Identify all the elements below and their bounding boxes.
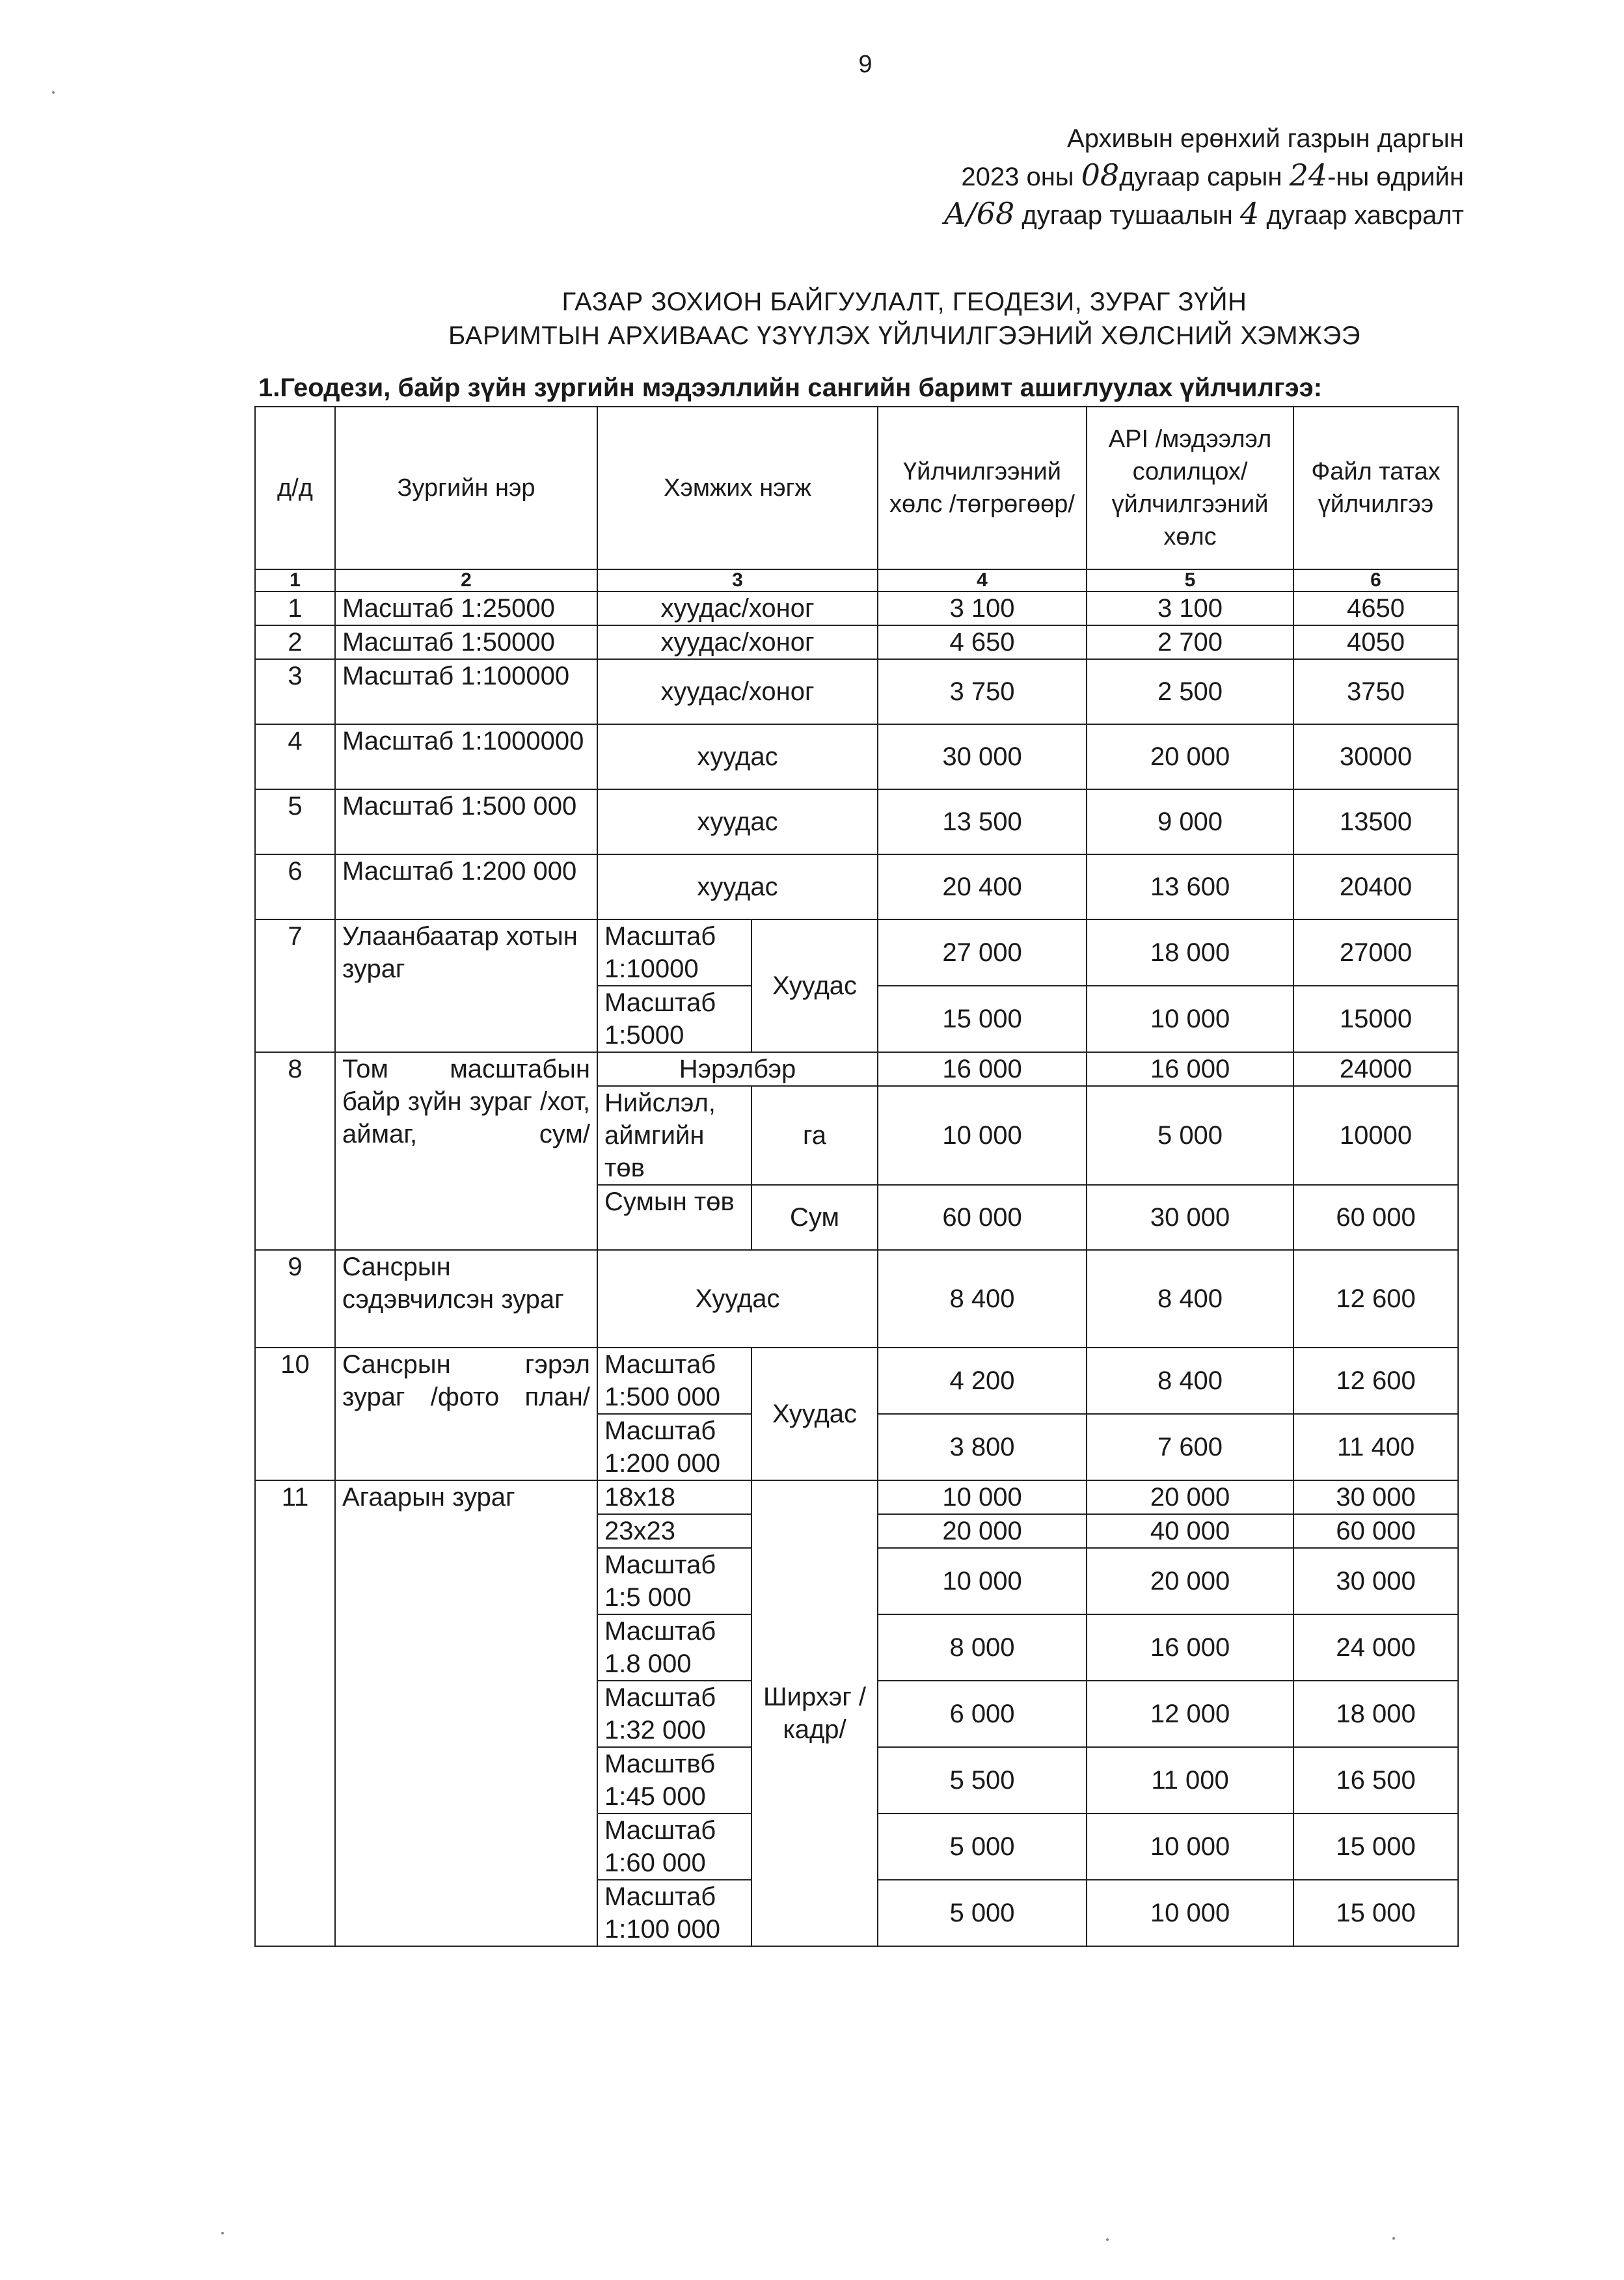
- map-name: Том масштабын байр зүйн зураг /хот, аймаг, сум/: [335, 1052, 597, 1250]
- api-cell: 18 000: [1087, 919, 1293, 986]
- annex-order-handwritten: А/68: [943, 196, 1015, 231]
- scan-speck: [1392, 2237, 1395, 2240]
- table-row: [255, 659, 1458, 724]
- unit-cell: Хуудас: [751, 1348, 878, 1480]
- api-cell: 7 600: [1087, 1414, 1293, 1480]
- table-row: [255, 1348, 1458, 1414]
- row-num: 9: [255, 1250, 335, 1348]
- file-cell: 30 000: [1293, 1480, 1458, 1514]
- fee-cell: 8 000: [878, 1614, 1087, 1681]
- file-cell: 30 000: [1293, 1548, 1458, 1614]
- fee-cell: 13 500: [878, 789, 1087, 854]
- file-cell: 60 000: [1293, 1514, 1458, 1548]
- scale-cell: Сумын төв: [597, 1185, 751, 1250]
- annex-month-word: дугаар сарын: [1119, 163, 1282, 191]
- fee-cell: 6 000: [878, 1681, 1087, 1747]
- map-name: Сансрын гэрэл зураг /фото план/: [335, 1348, 597, 1480]
- api-cell: 20 000: [1087, 1548, 1293, 1614]
- fee-cell: 3 800: [878, 1414, 1087, 1480]
- api-cell: 10 000: [1087, 986, 1293, 1052]
- file-cell: 24000: [1293, 1052, 1458, 1086]
- file-cell: 15000: [1293, 986, 1458, 1052]
- annex-order-word: дугаар тушаалын: [1022, 201, 1233, 230]
- file-cell: 27000: [1293, 919, 1458, 986]
- table-row: [255, 625, 1458, 659]
- api-cell: 8 400: [1087, 1250, 1293, 1348]
- scale-cell: Масштаб 1:60 000: [597, 1813, 751, 1880]
- scale-cell: 18х18: [597, 1480, 751, 1514]
- annex-month-handwritten: 08: [1081, 157, 1120, 193]
- annex-line-3: [943, 195, 1464, 234]
- unit-cell: хуудас/хоног: [597, 591, 878, 625]
- map-name: Масштаб 1:200 000: [335, 854, 597, 919]
- file-cell: 13500: [1293, 789, 1458, 854]
- api-cell: 16 000: [1087, 1614, 1293, 1681]
- row-num: 8: [255, 1052, 335, 1250]
- unit-cell: Сум: [751, 1185, 878, 1250]
- fee-cell: 10 000: [878, 1480, 1087, 1514]
- annex-year: 2023 оны: [961, 163, 1074, 191]
- table-row: [255, 724, 1458, 789]
- unit-cell: Ширхэг /кадр/: [751, 1480, 878, 1946]
- fee-cell: 5 000: [878, 1813, 1087, 1880]
- table-row: [255, 1480, 1458, 1514]
- row-num: 1: [255, 591, 335, 625]
- scale-cell: Масштаб 1:5 000: [597, 1548, 751, 1614]
- scale-cell: Масштаб 1:500 000: [597, 1348, 751, 1414]
- scale-cell: Нийслэл, аймгийн төв: [597, 1086, 751, 1185]
- scale-cell: Масштаб 1:100 000: [597, 1880, 751, 1946]
- api-cell: 2 700: [1087, 625, 1293, 659]
- file-cell: 30000: [1293, 724, 1458, 789]
- map-name: Масштаб 1:50000: [335, 625, 597, 659]
- unit-cell: хуудас/хоног: [597, 625, 878, 659]
- api-cell: 2 500: [1087, 659, 1293, 724]
- fee-cell: 20 000: [878, 1514, 1087, 1548]
- file-cell: 12 600: [1293, 1348, 1458, 1414]
- fee-cell: 4 650: [878, 625, 1087, 659]
- col-index: 4: [878, 569, 1087, 591]
- column-index-row: [255, 569, 1458, 591]
- row-num: 3: [255, 659, 335, 724]
- map-name: Агаарын зураг: [335, 1480, 597, 1946]
- header-api: API /мэдээлэл солилцох/ үйлчилгээний хөлс: [1087, 407, 1293, 569]
- unit-cell: хуудас: [597, 724, 878, 789]
- header-fee: Үйлчилгээний хөлс /төгрөгөөр/: [878, 407, 1087, 569]
- table-row: [255, 854, 1458, 919]
- api-cell: 20 000: [1087, 724, 1293, 789]
- table-row: [255, 1052, 1458, 1086]
- row-num: 10: [255, 1348, 335, 1480]
- fee-cell: 15 000: [878, 986, 1087, 1052]
- api-cell: 5 000: [1087, 1086, 1293, 1185]
- unit-cell: га: [751, 1086, 878, 1185]
- file-cell: 12 600: [1293, 1250, 1458, 1348]
- header-unit: Хэмжих нэгж: [597, 407, 878, 569]
- scale-cell: Масштаб 1:32 000: [597, 1681, 751, 1747]
- file-cell: 18 000: [1293, 1681, 1458, 1747]
- fee-cell: 8 400: [878, 1250, 1087, 1348]
- fee-cell: 5 000: [878, 1880, 1087, 1946]
- scale-cell: Масштаб 1:10000: [597, 919, 751, 986]
- row-num: 11: [255, 1480, 335, 1946]
- file-cell: 20400: [1293, 854, 1458, 919]
- header-file: Файл татах үйлчилгээ: [1293, 407, 1458, 569]
- col-index: 6: [1293, 569, 1458, 591]
- fee-table: [254, 406, 1459, 1947]
- api-cell: 40 000: [1087, 1514, 1293, 1548]
- api-cell: 10 000: [1087, 1813, 1293, 1880]
- row-num: 5: [255, 789, 335, 854]
- file-cell: 24 000: [1293, 1614, 1458, 1681]
- map-name: Масштаб 1:100000: [335, 659, 597, 724]
- table-row: [255, 789, 1458, 854]
- api-cell: 20 000: [1087, 1480, 1293, 1514]
- file-cell: 16 500: [1293, 1747, 1458, 1813]
- file-cell: 10000: [1293, 1086, 1458, 1185]
- scale-cell: Масштаб 1:200 000: [597, 1414, 751, 1480]
- api-cell: 8 400: [1087, 1348, 1293, 1414]
- map-name: Масштаб 1:1000000: [335, 724, 597, 789]
- title-line-1: ГАЗАР ЗОХИОН БАЙГУУЛАЛТ, ГЕОДЕЗИ, ЗУРАГ ЗҮЙН: [562, 288, 1247, 316]
- fee-cell: 27 000: [878, 919, 1087, 986]
- file-cell: 11 400: [1293, 1414, 1458, 1480]
- annex-line-2: [943, 157, 1464, 195]
- api-cell: 13 600: [1087, 854, 1293, 919]
- api-cell: 3 100: [1087, 591, 1293, 625]
- map-name: Улаанбаатар хотын зураг: [335, 919, 597, 1052]
- table-row: [255, 919, 1458, 986]
- table-header-row: [255, 407, 1458, 569]
- api-cell: 9 000: [1087, 789, 1293, 854]
- row-num: 4: [255, 724, 335, 789]
- fee-cell: 5 500: [878, 1747, 1087, 1813]
- col-index: 5: [1087, 569, 1293, 591]
- scale-cell: 23х23: [597, 1514, 751, 1548]
- table-row: [255, 591, 1458, 625]
- annex-day-suffix: -ны өдрийн: [1327, 163, 1464, 191]
- fee-cell: 10 000: [878, 1086, 1087, 1185]
- scale-cell: Масштвб 1:45 000: [597, 1747, 751, 1813]
- fee-cell: 60 000: [878, 1185, 1087, 1250]
- annex-day-handwritten: 24: [1289, 157, 1328, 193]
- row-num: 7: [255, 919, 335, 1052]
- api-cell: 12 000: [1087, 1681, 1293, 1747]
- map-name: Масштаб 1:25000: [335, 591, 597, 625]
- scale-cell: Масштаб 1.8 000: [597, 1614, 751, 1681]
- annex-line-1: Архивын ерөнхий газрын даргын: [1067, 124, 1464, 153]
- fee-cell: 30 000: [878, 724, 1087, 789]
- api-cell: 30 000: [1087, 1185, 1293, 1250]
- file-cell: 3750: [1293, 659, 1458, 724]
- api-cell: 16 000: [1087, 1052, 1293, 1086]
- api-cell: 10 000: [1087, 1880, 1293, 1946]
- section-heading: 1.Геодези, байр зүйн зургийн мэдээллийн сангийн баримт ашиглуулах үйлчилгээ:: [258, 373, 1323, 402]
- unit-cell: хуудас/хоног: [597, 659, 878, 724]
- fee-cell: 3 100: [878, 591, 1087, 625]
- unit-cell: Хуудас: [751, 919, 878, 1052]
- header-num: д/д: [255, 407, 335, 569]
- header-name: Зургийн нэр: [335, 407, 597, 569]
- fee-cell: 20 400: [878, 854, 1087, 919]
- fee-cell: 16 000: [878, 1052, 1087, 1086]
- document-title: [195, 285, 1614, 353]
- title-line-2: БАРИМТЫН АРХИВААС ҮЗҮҮЛЭХ ҮЙЛЧИЛГЭЭНИЙ ХӨЛСНИЙ ХЭМЖЭЭ: [448, 321, 1361, 350]
- annex-num-handwritten: 4: [1239, 196, 1260, 231]
- col-index: 1: [255, 569, 335, 591]
- fee-cell: 4 200: [878, 1348, 1087, 1414]
- page-number: 9: [858, 51, 873, 78]
- unit-cell: Нэрэлбэр: [597, 1052, 878, 1086]
- annex-header: [943, 120, 1464, 234]
- row-num: 2: [255, 625, 335, 659]
- file-cell: 15 000: [1293, 1880, 1458, 1946]
- fee-cell: 10 000: [878, 1548, 1087, 1614]
- scale-cell: Масштаб 1:5000: [597, 986, 751, 1052]
- col-index: 2: [335, 569, 597, 591]
- unit-cell: Хуудас: [597, 1250, 878, 1348]
- file-cell: 4050: [1293, 625, 1458, 659]
- api-cell: 11 000: [1087, 1747, 1293, 1813]
- annex-order-suffix: дугаар хавсралт: [1266, 201, 1464, 230]
- table-row: [255, 1250, 1458, 1348]
- unit-cell: хуудас: [597, 854, 878, 919]
- row-num: 6: [255, 854, 335, 919]
- map-name: Сансрын сэдэвчилсэн зураг: [335, 1250, 597, 1348]
- file-cell: 60 000: [1293, 1185, 1458, 1250]
- scan-speck: [52, 91, 55, 94]
- fee-cell: 3 750: [878, 659, 1087, 724]
- scan-speck: [1106, 2238, 1109, 2241]
- unit-cell: хуудас: [597, 789, 878, 854]
- map-name: Масштаб 1:500 000: [335, 789, 597, 854]
- file-cell: 4650: [1293, 591, 1458, 625]
- scan-speck: [221, 2232, 224, 2234]
- col-index: 3: [597, 569, 878, 591]
- file-cell: 15 000: [1293, 1813, 1458, 1880]
